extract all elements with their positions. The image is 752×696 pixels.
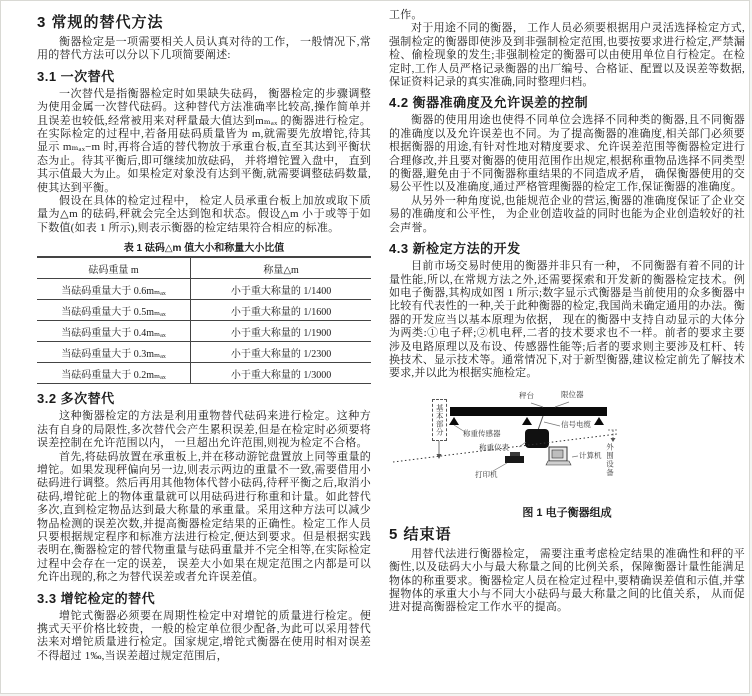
load-cell-icon [594, 417, 604, 425]
figure-1-caption: 图 1 电子衡器组成 [522, 506, 612, 519]
table-header-row [37, 257, 371, 279]
figure-label-load-cell: 称重传感器 [463, 428, 501, 438]
table-cell: 小于重大称量的 1/2300 [191, 342, 371, 363]
paragraph-5-a: 用替代法进行衡器检定， 需要注重考虑检定结果的准确性和秤的平衡性,以及砝码大小与最大称量之间的比例关系，保障衡器计量性能满足物体的称重要求。衡器检定人员在检定过程中,要精确误差值和示值,并掌握物体的承重大小与不同大小砝码与最大称量之间的比值关系， 从而促进对提高衡器检定工作水平的提高。 [389, 547, 745, 614]
table-cell: 当砝码重量大于 0.5mₘₐₓ [37, 300, 191, 321]
table-1-caption: 表 1 砝码△m 值大小和称量大小比值 [123, 243, 285, 255]
table-1 [37, 256, 371, 384]
figure-label-computer: 计算机 [579, 450, 602, 460]
section-heading-3-1: 3.1 一次替代 [37, 68, 115, 84]
paragraph-3-3-a: 增铊式衡器必须要在周期性检定中对增铊的质量进行检定。便携式天平价格比较贵，一般的检定单位很少配备,为此可以采用替代法来对增铊质量进行检定。国家规定,增铊式衡器在使用时相对误差不得超过 1‰,当误差超过规定范围后， [37, 609, 371, 662]
table-cell: 当砝码重量大于 0.4mₘₐₓ [37, 321, 191, 342]
left-column [37, 9, 371, 663]
section-heading-5: 5 结束语 [389, 525, 452, 543]
table-header-measure: 称量△m [191, 257, 371, 279]
section-heading-3: 3 常规的替代方法 [37, 14, 164, 31]
table-cell: 小于重大称量的 1/3000 [191, 363, 371, 384]
load-cell-icon [449, 417, 459, 425]
platform-leader-line [531, 403, 543, 407]
platform-bar [450, 407, 607, 416]
figure-1-shapes [391, 384, 623, 500]
figure-label-limiter: 限位器 [561, 389, 584, 399]
paragraph-3-2-a: 这种衡器检定的方法是利用重物替代砝码来进行检定。这种方法有自身的局限性,多次替代会产生累积误差,但是在检定时必须要将误差控制在允许范围以内， 一旦超出允许范围,则视为检定不合格。 [37, 410, 371, 450]
right-column [389, 9, 745, 663]
table-cell: 当砝码重量大于 0.3mₘₐₓ [37, 342, 191, 363]
table-row [37, 363, 371, 384]
table-row [37, 342, 371, 363]
paragraph-3-1-b: 假设在具体的检定过程中， 检定人员承重台板上加放或取下质量为△m 的砝码,秤就会完全达到饱和状态。假设△m 小于或等于如下数值(如表 1 所示),则表示衡器的检定结果符合相应的标准。 [37, 195, 371, 234]
table-cell: 小于重大称量的 1/1900 [191, 321, 371, 342]
paragraph-continuation: 工作。 [389, 9, 423, 21]
computer-leader-line [572, 456, 578, 457]
signal-cable-line [538, 416, 543, 430]
table-cell: 当砝码重量大于 0.6mₘₐₓ [37, 279, 191, 300]
table-cell: 小于重大称量的 1/1400 [191, 279, 371, 300]
computer-screen [552, 450, 563, 458]
load-cell-icon [522, 417, 532, 425]
paragraph-3-1-a: 一次替代是指衡器检定时如果缺失砝码， 衡器检定的步骤调整为使用金属一次替代砝码。这种替代方法准确率比较高,操作简单并且误差也较低,经常被用来对秤量最大值达到mₘₐₓ 的衡器进行检定。在实际检定的过程中,若备用砝码质量皆为 m,就需要先放增铊,待其显示 mₘₐₓ−m 时,再将合适的替代物放于承重台板,直至其达到平衡状态为止。待其平衡后,即可继续加放砝码， 并将增铊置入盘中， 直到其示值最大为止。如果检定对象没有达到平衡,就需要调整砝码数量,使其达到平衡。 [37, 87, 371, 194]
paragraph-4-2-a: 衡器的使用用途也使得不同单位会选择不同种类的衡器,且不同衡器的准确度以及允许误差也不同。为了提高衡器的准确度,相关部门必须要根据衡器的用途,有针对性地对精度要求、允许误差范围等衡器检定进行合理修改,并且要对衡器的使用范围作出规定,根据称重物品选择不同类型的衡器,避免由于不同衡器称重结果的不同造成矛盾， 确保衡器使用的交易公平性以及准确度,通过严格管理衡器的检定工作,保证衡器的准确度。 [389, 114, 745, 194]
table-row [37, 300, 371, 321]
figure-label-peripheral: 外围设备 [605, 442, 615, 477]
figure-label-platform: 秤台 [519, 390, 534, 400]
paragraph-3-2-b: 首先,将砝码放置在承重板上,并在移动游铊盘置放上同等重量的增铊。如果发现秤偏向另一边,则表示两边的重量不一致,需要借用小砝码进行调整。然后再用其他物体代替小砝码,待秤平衡之后,取消小砝码,增铊砣上的物体重量就可以用砝码进行称重和计量。如此替代多次,直到检定物品达到最大称量的承重量。采用这种方法可以减少物品检测的误差次数,并提高衡器检定结果的正确性。检定工作人员只要根据规定程序和标准方法进行检定,便达到要求。但是根据实践表明在,衡器检定的替代物重量与砝码重量并不完全相等,在实际检定过程中会存在一定的误差， 误差大小如果在规定范围之内都是可以允许出现的,称之为替代误差或者允许误差值。 [37, 450, 371, 584]
printer-icon-body [505, 456, 524, 463]
two-column-layout [37, 9, 745, 663]
table-header-weight: 砝码重量 m [37, 257, 191, 279]
section-heading-3-3: 3.3 增铊检定的替代 [37, 590, 156, 606]
basic-part-box [432, 399, 447, 441]
paragraph-4-2-b: 从另外一种角度说,也能规范企业的营运,衡器的准确度保证了企业交易的准确度和公平性， 为企业创造收益的同时也能为企业创造较好的社会声誉。 [389, 194, 745, 234]
limiter-leader-line [555, 402, 569, 407]
paragraph-4-3-a: 目前市场交易时使用的衡器并非只有一种， 不同衡器有着不同的计量性能,所以,在常规方法之外,还需要探索和开发新的衡器检定技术。例如电子衡器,其构成如图 1 所示;数字显示式衡器是当前使用的众多衡器中比较有代表性的一种,关于此种衡器的检定,我国尚未确定通用的办法。衡器的开发应当以基本原理为依据， 现在的衡器中支持自动显示的大体分为两类:①电子秤;②机电秤,二者的技术要求也不一样。前者的要求主要涉及电路原理以及布设、传感器性能等;后者的要求则主要涉及杠杆、转换技术、显示技术等。通常情况下,对于新型衡器,建议检定前先了解技术要求,并以此为根据实施检定。 [389, 260, 745, 380]
signal-cable-leader-line [544, 422, 560, 426]
paragraph-intro: 衡器检定是一项需要相关人员认真对待的工作， 一般情况下,常用的替代方法可以分以下几项简要阐述: [37, 36, 371, 62]
table-cell: 小于重大称量的 1/1600 [191, 300, 371, 321]
figure-label-basic-part: 基本部分 [435, 403, 445, 436]
paragraph-4-1-tail: 对于用途不同的衡器， 工作人员必须要根据用户灵活选择检定方式,强制检定的衡器即使涉及到非强制检定范围,也要按要求进行检定,严禁漏检、偷检现象的发生;非强制检定的衡器可以由使用单位自行检定。在检定时,工作人员严格记录衡器的出厂编号、合格证、配置以及误差等数据,保证资料记录的真实准确,同时整理归档。 [389, 22, 745, 89]
computer-base [546, 461, 571, 465]
section-heading-4-2: 4.2 衡器准确度及允许误差的控制 [389, 95, 589, 111]
table-row [37, 279, 371, 300]
section-heading-3-2: 3.2 多次替代 [37, 391, 115, 407]
peripheral-arrow-head [611, 438, 616, 442]
figure-1-diagram [391, 384, 623, 500]
table-row [37, 321, 371, 342]
figure-label-signal-cable: 信号电缆 [561, 419, 591, 429]
table-cell: 当砝码重量大于 0.2mₘₐₓ [37, 363, 191, 384]
figure-label-indicator: 称重仪表 [479, 442, 509, 452]
section-heading-4-3: 4.3 新检定方法的开发 [389, 241, 521, 257]
figure-label-printer: 打印机 [475, 469, 498, 479]
